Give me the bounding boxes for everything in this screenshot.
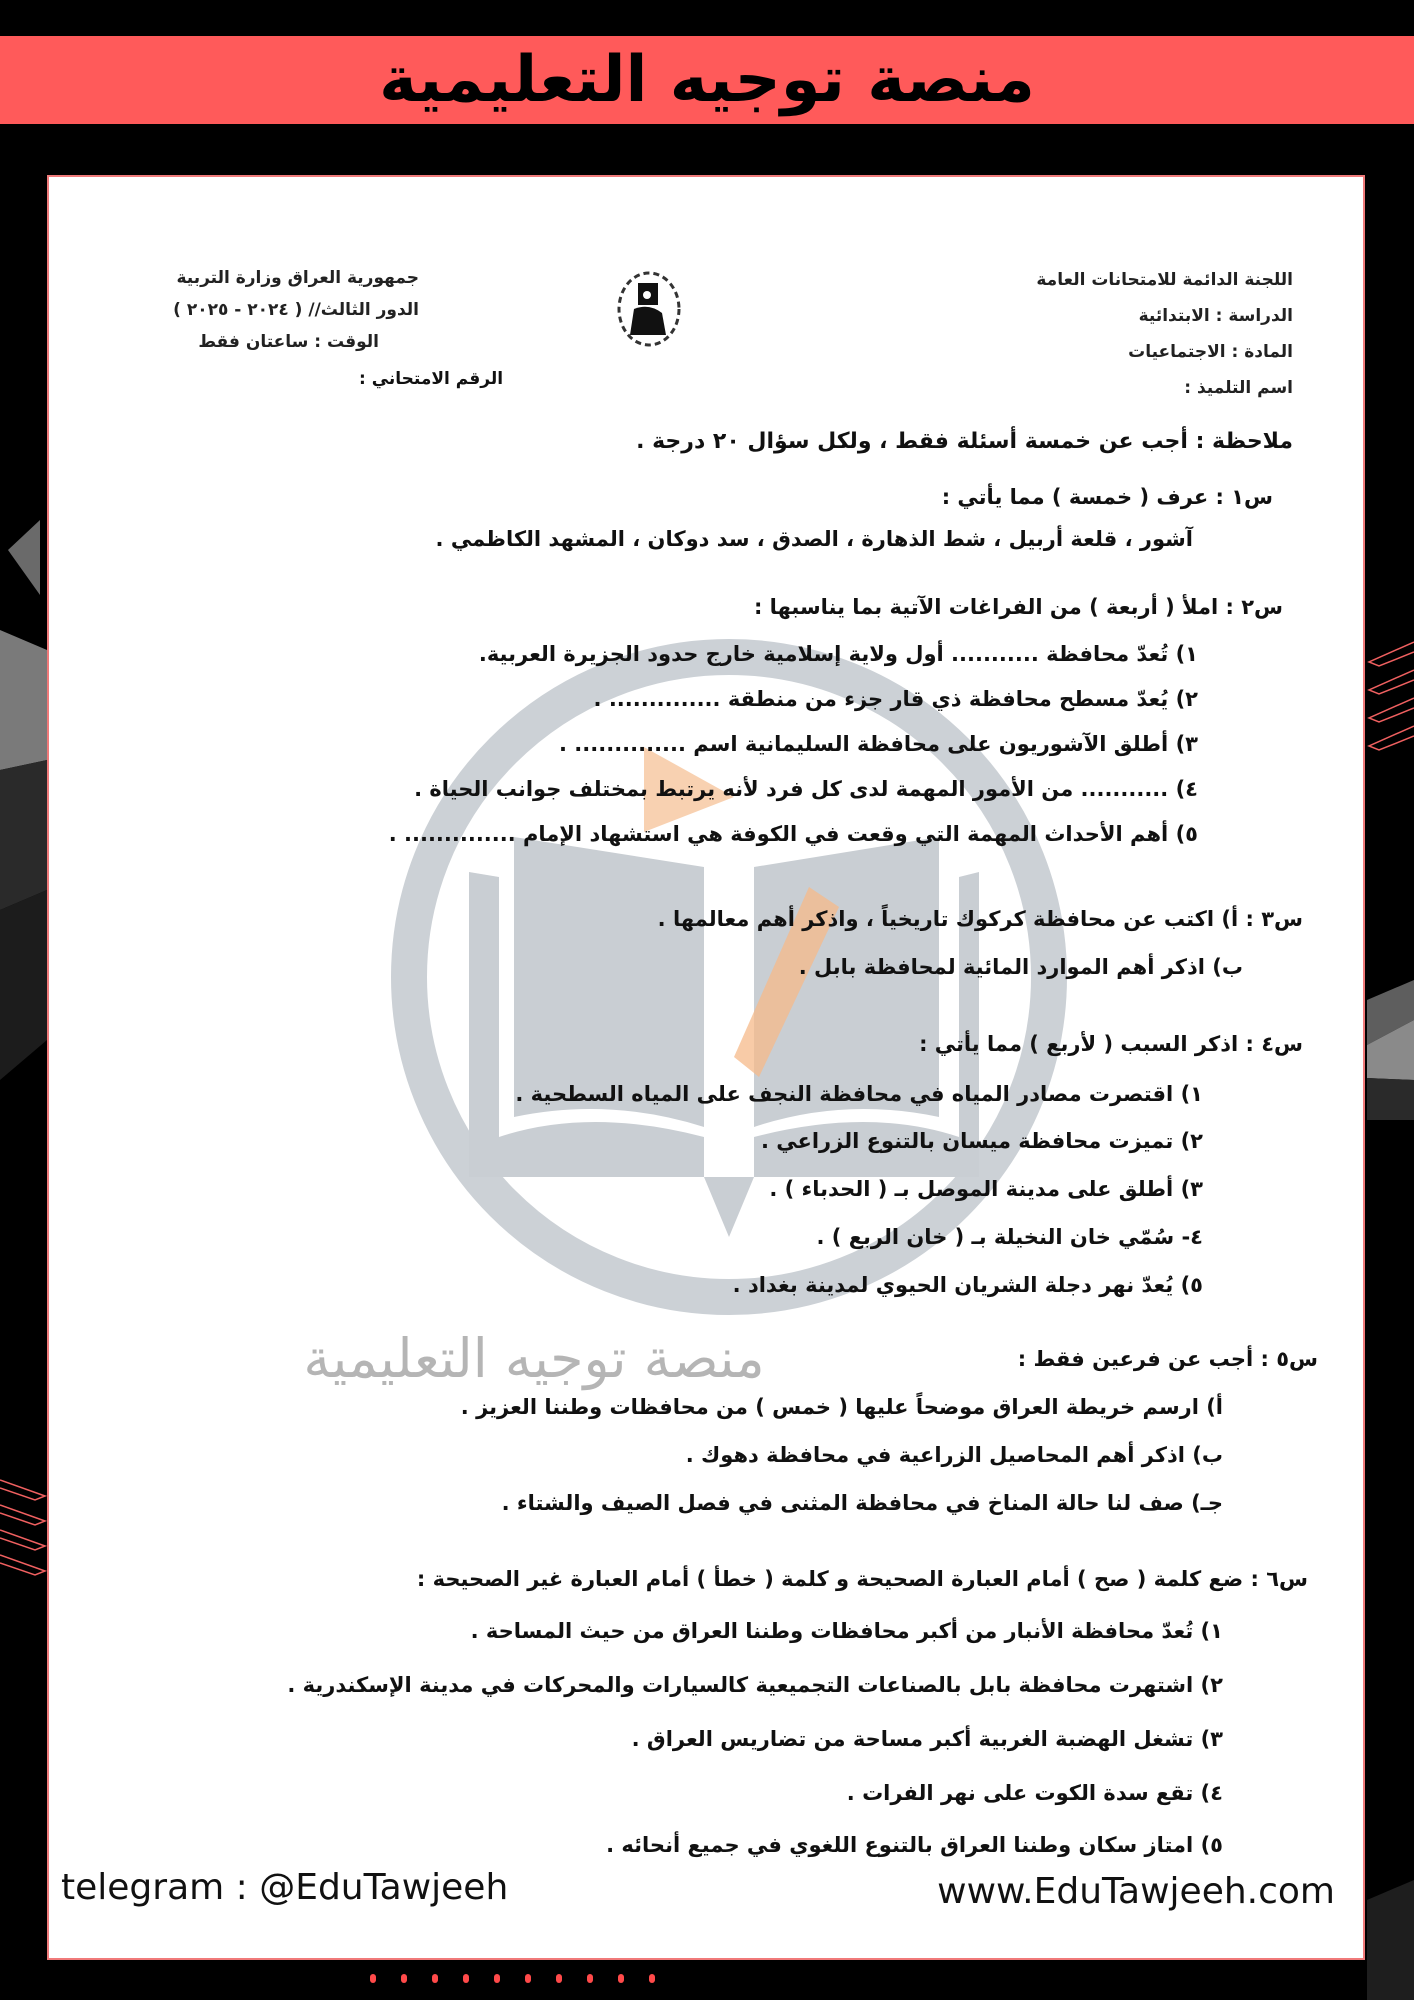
subject-label: المادة : الاجتماعيات: [1128, 342, 1293, 362]
exam-number-label: الرقم الامتحاني :: [359, 369, 504, 389]
question-4-item-3: ٣) أطلق على مدينة الموصل بـ ( الحدباء ) .: [769, 1177, 1203, 1201]
question-2-item-1: ١) تُعدّ محافظة ........... أول ولاية إسلامية خارج حدود الجزيرة العربية.: [478, 642, 1198, 666]
question-2-item-3: ٣) أطلق الآشوريون على محافظة السليمانية اسم .............. .: [559, 732, 1198, 756]
question-3-title: س٣ : أ) اكتب عن محافظة كركوك تاريخياً ، واذكر أهم معالمها .: [657, 907, 1303, 931]
question-6-item-1: ١) تُعدّ محافظة الأنبار من أكبر محافظات وطننا العراق من حيث المساحة .: [470, 1619, 1223, 1643]
question-4-item-2: ٢) تميزت محافظة ميسان بالتنوع الزراعي .: [760, 1129, 1203, 1153]
brand-title: منصة توجيه التعليمية: [379, 43, 1035, 117]
exam-time: الوقت : ساعتان فقط: [198, 332, 379, 352]
question-4-title: س٤ : اذكر السبب ( لأربع ) مما يأتي :: [919, 1032, 1303, 1056]
question-4-item-4: ٤- سُمّي خان النخيلة بـ ( خان الربع ) .: [816, 1225, 1203, 1249]
question-5-title: س٥ : أجب عن فرعين فقط :: [1017, 1347, 1318, 1371]
student-name-label: اسم التلميذ :: [1184, 378, 1293, 398]
question-6-item-5: ٥) امتاز سكان وطننا العراق بالتنوع اللغوي في جميع أنحائه .: [606, 1833, 1223, 1857]
question-6-item-2: ٢) اشتهرت محافظة بابل بالصناعات التجميعية كالسيارات والمحركات في مدينة الإسكندرية .: [287, 1673, 1223, 1697]
iraq-emblem-icon: [614, 269, 684, 349]
study-level: الدراسة : الابتدائية: [1138, 306, 1293, 326]
republic-ministry: جمهورية العراق وزارة التربية: [176, 268, 419, 288]
question-6-title: س٦ : ضع كلمة ( صح ) أمام العبارة الصحيحة و كلمة ( خطأ ) أمام العبارة غير الصحيحة :: [416, 1567, 1308, 1591]
brand-banner: [0, 36, 1414, 124]
background-decoration-left: [0, 480, 47, 1780]
committee-label: اللجنة الدائمة للامتحانات العامة: [1036, 270, 1293, 290]
exam-content: [49, 177, 1363, 1958]
question-4-item-1: ١) اقتصرت مصادر المياه في محافظة النجف على المياه السطحية .: [515, 1082, 1203, 1106]
question-6-item-3: ٣) تشغل الهضبة الغربية أكبر مساحة من تضاريس العراق .: [631, 1727, 1223, 1751]
exam-note: ملاحظة : أجب عن خمسة أسئلة فقط ، ولكل سؤال ٢٠ درجة .: [636, 429, 1293, 454]
header-right-block: [1036, 262, 1293, 406]
decorative-dots: [370, 1974, 655, 1983]
header-left-block: [89, 262, 419, 358]
question-2-item-5: ٥) أهم الأحداث المهمة التي وقعت في الكوفة هي استشهاد الإمام .............. .: [388, 822, 1198, 846]
question-2-item-4: ٤) ........... من الأمور المهمة لدى كل فرد لأنه يرتبط بمختلف جوانب الحياة .: [414, 777, 1198, 801]
question-5-item-c: جـ) صف لنا حالة المناخ في محافظة المثنى في فصل الصيف والشتاء .: [501, 1491, 1223, 1515]
question-1-title: س١ : عرف ( خمسة ) مما يأتي :: [941, 485, 1273, 509]
question-3-item-b: ب) اذكر أهم الموارد المائية لمحافظة بابل .: [798, 955, 1243, 979]
telegram-handle: telegram : @EduTawjeeh: [61, 1867, 509, 1908]
question-2-item-2: ٢) يُعدّ مسطح محافظة ذي قار جزء من منطقة .............. .: [593, 687, 1198, 711]
exam-round: الدور الثالث// ( ٢٠٢٤ - ٢٠٢٥ ): [173, 300, 419, 320]
website-url: www.EduTawjeeh.com: [937, 1871, 1335, 1912]
watermark-text: منصة توجيه التعليمية: [303, 1327, 765, 1390]
question-2-title: س٢ : املأ ( أربعة ) من الفراغات الآتية بما يناسبها :: [753, 595, 1283, 619]
question-5-item-b: ب) اذكر أهم المحاصيل الزراعية في محافظة دهوك .: [685, 1443, 1223, 1467]
question-5-item-a: أ) ارسم خريطة العراق موضحاً عليها ( خمس ) من محافظات وطننا العزيز .: [460, 1395, 1223, 1419]
question-1-item: آشور ، قلعة أربيل ، شط الذهارة ، الصدق ، سد دوكان ، المشهد الكاظمي .: [435, 527, 1193, 551]
background-decoration-right: [1367, 600, 1414, 2000]
question-6-item-4: ٤) تقع سدة الكوت على نهر الفرات .: [846, 1781, 1223, 1805]
exam-paper: [47, 175, 1365, 1960]
question-4-item-5: ٥) يُعدّ نهر دجلة الشريان الحيوي لمدينة بغداد .: [732, 1273, 1203, 1297]
